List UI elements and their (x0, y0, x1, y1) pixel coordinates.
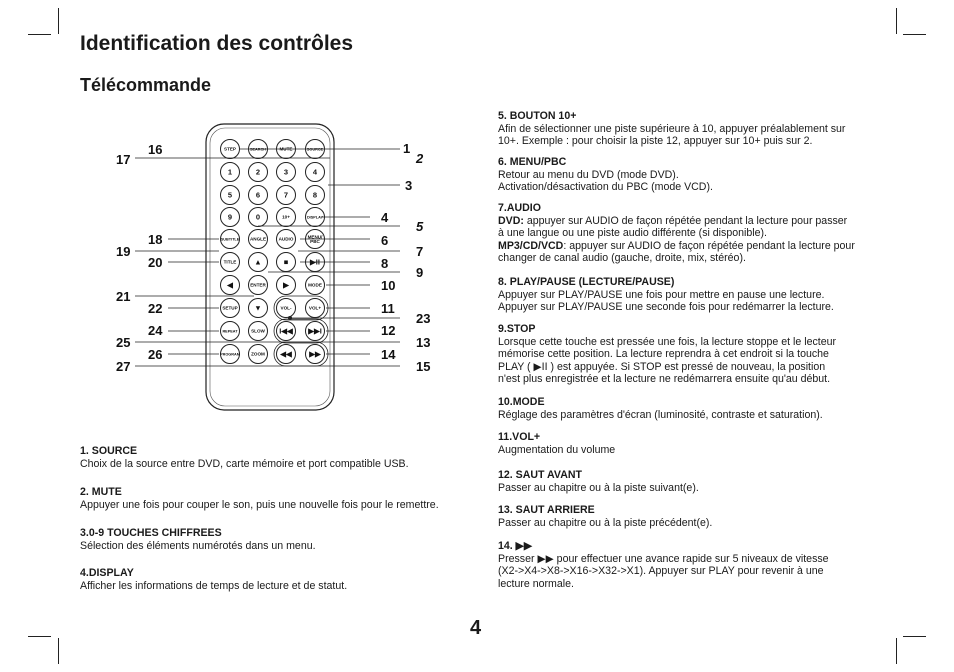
remote-button-setup (221, 299, 240, 318)
remote-button-mode (306, 276, 325, 295)
svg-text:2: 2 (255, 167, 261, 177)
section-title: 13. SAUT ARRIERE (498, 504, 595, 516)
remote-button-n8 (306, 186, 325, 205)
svg-text:STEP: STEP (224, 146, 236, 152)
svg-text:▶▶: ▶▶ (309, 349, 321, 359)
callout-number-26: 26 (148, 347, 163, 362)
section-text: Sélection des éléments numérotés dans un menu. (80, 539, 316, 552)
svg-text:SEARCH: SEARCH (249, 147, 267, 152)
svg-text:▲: ▲ (254, 257, 262, 267)
section-title: 1. SOURCE (80, 445, 138, 457)
svg-text:3: 3 (283, 167, 289, 177)
svg-text:5: 5 (227, 190, 233, 200)
svg-text:7: 7 (283, 190, 289, 200)
remote-button-title (221, 253, 240, 272)
svg-text:▶II: ▶II (310, 257, 320, 267)
section-skip-back (498, 504, 712, 529)
remote-button-n10plus (277, 208, 296, 227)
section-text: Choix de la source entre DVD, carte mémoire et port compatible USB. (80, 457, 409, 470)
section-digits (80, 527, 316, 552)
remote-button-down (249, 299, 268, 318)
section-text: Activation/désactivation du PBC (mode VCD). (498, 181, 713, 194)
section-text: Retour au menu du DVD (mode DVD). (498, 168, 679, 181)
svg-text:▼: ▼ (254, 303, 262, 313)
section-stop (498, 323, 836, 386)
section-text: Appuyer une fois pour couper le son, puis une nouvelle fois pour le remettre. (80, 498, 439, 511)
remote-button-zoom (249, 345, 268, 364)
remote-button-n9 (221, 208, 240, 227)
section-text: Afin de sélectionner une piste supérieure à 10, appuyer préalablement sur (498, 122, 846, 135)
callout-number-5: 5 (416, 219, 424, 234)
callout-number-12: 12 (381, 323, 396, 338)
svg-text:ENTER: ENTER (250, 282, 266, 288)
section-text: mémorise cette position. La lecture reprendra à cet endroit si la touche (498, 348, 829, 361)
section-text: (X2->X4->X8->X16->X32->X1). Appuyer sur PLAY pour revenir à une (498, 565, 824, 578)
callout-number-3: 3 (405, 178, 413, 193)
callout-number-13: 13 (416, 335, 431, 350)
svg-text:◀: ◀ (227, 280, 233, 290)
callout-number-21: 21 (116, 289, 131, 304)
section-text: Presser ▶▶ pour effectuer une avance rapide sur 5 niveaux de vitesse (498, 552, 829, 565)
section-display (80, 567, 347, 592)
callout-number-1: 1 (403, 141, 411, 156)
remote-button-stop (277, 253, 296, 272)
remote-button-n5 (221, 186, 240, 205)
remote-button-slow (249, 322, 268, 341)
page-title: Identification des contrôles (80, 32, 354, 55)
remote-button-up (249, 253, 268, 272)
svg-text:▶▶I: ▶▶I (308, 326, 322, 336)
section-title: 7.AUDIO (498, 202, 541, 214)
svg-text:ZOOM: ZOOM (251, 351, 265, 357)
section-text: appuyer sur AUDIO de façon répétée pendant la lecture pour passer (523, 214, 848, 227)
callout-number-18: 18 (148, 232, 163, 247)
section-title: 12. SAUT AVANT (498, 469, 582, 481)
callout-number-8: 8 (381, 256, 389, 271)
svg-text:AUDIO: AUDIO (278, 236, 294, 242)
section-mute (80, 486, 439, 511)
remote-button-n3 (277, 163, 296, 182)
section-text: à une langue ou une piste audio différente (si disponible). (498, 227, 767, 240)
section-text: Passer au chapitre ou à la piste suivant(e). (498, 481, 699, 494)
section-title: 2. MUTE (80, 486, 122, 498)
svg-text:DISPLAY: DISPLAY (306, 215, 324, 220)
svg-text:I◀◀: I◀◀ (279, 326, 293, 336)
remote-button-repeat (221, 322, 240, 341)
svg-text:PROGRAM: PROGRAM (220, 352, 240, 357)
section-source (80, 445, 409, 470)
section-text: : appuyer sur AUDIO de façon répétée pendant la lecture pour (563, 239, 855, 252)
remote-button-audio (277, 230, 296, 249)
section-title: 14. ▶▶ (498, 540, 532, 552)
remote-button-prev (277, 322, 296, 341)
indicator-dot (288, 316, 291, 319)
section-text: PLAY ( ▶II ) est appuyée. Si STOP est pressé de nouveau, la position (498, 360, 826, 373)
remote-button-volminus (277, 299, 296, 318)
svg-text:SUBTITLE: SUBTITLE (220, 237, 240, 242)
svg-text:1: 1 (227, 167, 233, 177)
callout-number-6: 6 (381, 233, 389, 248)
callout-number-22: 22 (148, 301, 163, 316)
section-10plus (498, 110, 845, 148)
remote-button-next (306, 322, 325, 341)
remote-button-program (220, 345, 240, 364)
section-play-pause (498, 276, 834, 314)
section-subtitle: Télécommande (80, 75, 212, 95)
svg-text:■: ■ (283, 257, 289, 267)
section-text: lecture normale. (498, 577, 574, 590)
section-title: 3.0-9 TOUCHES CHIFFREES (80, 527, 222, 539)
callout-number-14: 14 (381, 347, 396, 362)
section-mode (498, 396, 823, 421)
svg-text:MUTE: MUTE (279, 146, 293, 152)
section-text: Lorsque cette touche est pressée une fois, la lecture stoppe et le lecteur (498, 335, 837, 348)
svg-text:10+: 10+ (282, 214, 290, 220)
callout-number-19: 19 (116, 244, 131, 259)
section-title: 4.DISPLAY (80, 567, 134, 579)
callout-number-23: 23 (416, 311, 431, 326)
callout-number-9: 9 (416, 265, 424, 280)
section-menu-pbc (498, 156, 713, 194)
svg-text:9: 9 (227, 212, 233, 222)
callout-number-7: 7 (416, 244, 424, 259)
page-number: 4 (470, 617, 482, 639)
section-title: 11.VOL+ (498, 431, 541, 443)
section-title: 5. BOUTON 10+ (498, 110, 577, 122)
remote-button-n4 (306, 163, 325, 182)
section-title: 8. PLAY/PAUSE (LECTURE/PAUSE) (498, 276, 675, 288)
remote-button-left (221, 276, 240, 295)
section-skip-forward (498, 469, 699, 494)
section-text: Réglage des paramètres d'écran (luminosité, contraste et saturation). (498, 408, 823, 421)
svg-text:MENU/: MENU/ (307, 234, 323, 240)
remote-button-subtitle (221, 230, 240, 249)
svg-text:VOL-: VOL- (280, 305, 292, 311)
section-text: Augmentation du volume (498, 443, 616, 456)
remote-button-n7 (277, 186, 296, 205)
callout-number-4: 4 (381, 210, 389, 225)
section-vol-plus (498, 431, 615, 456)
svg-text:◀◀: ◀◀ (280, 349, 292, 359)
remote-button-ff (306, 345, 325, 364)
callout-number-15: 15 (416, 359, 431, 374)
callout-number-2: 2 (416, 151, 424, 166)
callout-number-24: 24 (148, 323, 163, 338)
callout-number-11: 11 (381, 301, 395, 316)
callout-number-25: 25 (116, 335, 131, 350)
mp3-label: MP3/CD/VCD (498, 239, 564, 252)
section-text: changer de canal audio (gauche, droite, mix, stéréo). (498, 252, 746, 265)
section-title: 6. MENU/PBC (498, 156, 567, 168)
remote-button-n0 (249, 208, 268, 227)
callout-number-27: 27 (116, 359, 131, 374)
section-title: 9.STOP (498, 323, 536, 335)
remote-button-volplus (306, 299, 325, 318)
section-text: Appuyer sur PLAY/PAUSE une seconde fois pour redémarrer la lecture. (498, 301, 834, 314)
callout-number-10: 10 (381, 278, 396, 293)
svg-text:8: 8 (312, 190, 318, 200)
svg-text:ANGLE: ANGLE (249, 236, 267, 242)
svg-text:TITLE: TITLE (223, 259, 237, 265)
remote-button-n6 (249, 186, 268, 205)
svg-text:▶: ▶ (283, 280, 289, 290)
section-fast-forward (498, 540, 829, 590)
svg-text:0: 0 (255, 212, 261, 222)
svg-text:REPEAT: REPEAT (222, 329, 238, 334)
remote-button-step (221, 140, 240, 159)
svg-text:4: 4 (312, 167, 318, 177)
callout-number-17: 17 (116, 152, 131, 167)
remote-button-rew (277, 345, 296, 364)
svg-text:MODE: MODE (308, 282, 322, 288)
callout-number-16: 16 (148, 142, 163, 157)
section-text: Afficher les informations de temps de lecture et de statut. (80, 579, 348, 592)
svg-text:PBC: PBC (310, 239, 320, 244)
svg-text:VOL+: VOL+ (308, 305, 322, 311)
section-audio (498, 202, 855, 265)
section-text: 10+. Exemple : pour choisir la piste 12, appuyer sur 10+ puis sur 2. (498, 135, 813, 148)
section-text: n'est plus enregistrée et la lecture ne redémarrera ensuite qu'au début. (498, 373, 831, 386)
remote-button-right (277, 276, 296, 295)
svg-text:SOURCE: SOURCE (306, 147, 324, 152)
remote-button-n1 (221, 163, 240, 182)
svg-text:6: 6 (255, 190, 261, 200)
remote-button-angle (249, 230, 268, 249)
svg-text:SLOW: SLOW (251, 328, 265, 334)
remote-button-display (306, 208, 325, 227)
section-text: Appuyer sur PLAY/PAUSE une fois pour mettre en pause une lecture. (498, 288, 825, 301)
svg-text:SETUP: SETUP (222, 305, 238, 311)
section-title: 10.MODE (498, 396, 545, 408)
section-text: Passer au chapitre ou à la piste précédent(e). (498, 516, 713, 529)
remote-button-n2 (249, 163, 268, 182)
dvd-label: DVD: (498, 214, 524, 227)
remote-button-enter (249, 276, 268, 295)
callout-number-20: 20 (148, 255, 163, 270)
